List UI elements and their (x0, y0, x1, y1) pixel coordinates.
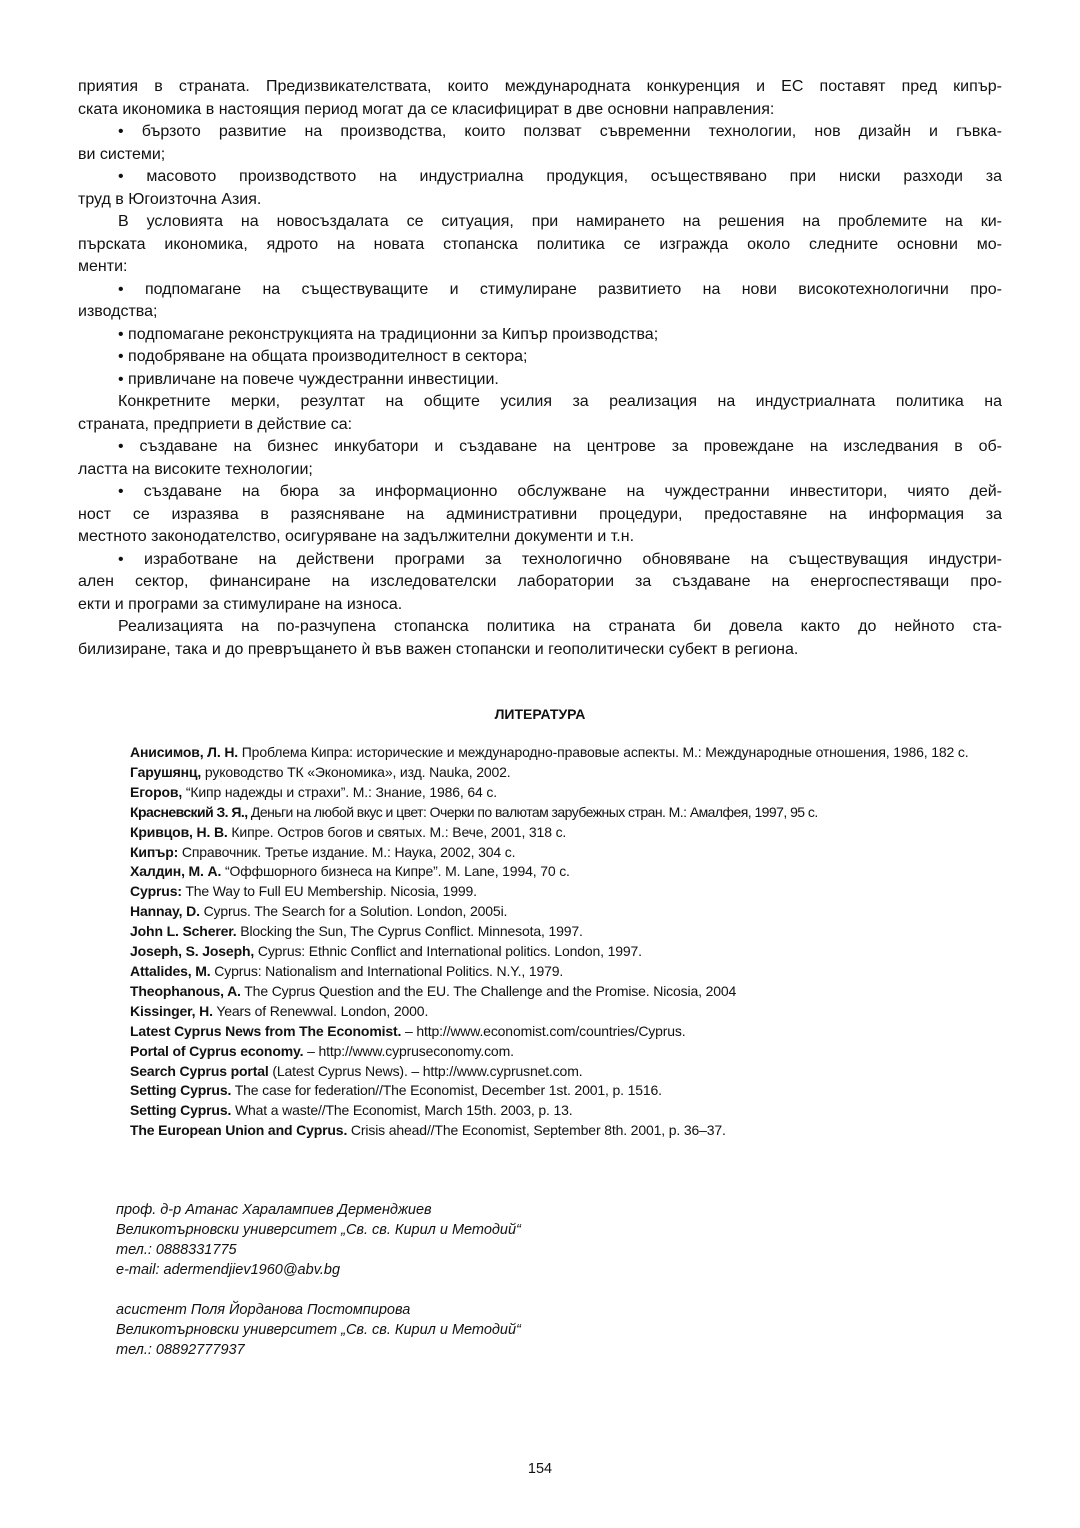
reference-text: The case for federation//The Economist, December 1st. 2001, p. 1516. (231, 1082, 662, 1099)
reference-author: Setting Cyprus. (130, 1082, 232, 1099)
paragraph-line: труд в Югоизточна Азия. (78, 190, 262, 208)
reference-text: Cyprus: Nationalism and International Politics. N.Y., 1979. (210, 962, 564, 979)
paragraph-line: • масовото производството на индустриална продукция, осъществявано при ниски разходи за (118, 168, 1002, 185)
reference-author: Joseph, S. Joseph, (130, 943, 255, 960)
reference-text: Кипре. Остров богов и святых. М.: Вече, 2001, 318 с. (227, 823, 567, 840)
paragraph-line: Реализацията на по-разчупена стопанска политика на страната би довела както до нейното ста- (118, 618, 1002, 635)
reference-item (78, 862, 1008, 882)
paragraph-line: страната, предприети в действие са: (78, 415, 353, 433)
reference-author: Search Cyprus portal (130, 1062, 269, 1079)
reference-text: Cyprus: Ethnic Conflict and International politics. London, 1997. (254, 943, 642, 960)
paragraph-line: менти: (78, 258, 128, 275)
paragraph (78, 391, 1002, 436)
reference-item (78, 1002, 1008, 1022)
paragraph-line: ластта на високите технологии; (78, 460, 313, 478)
paragraph-line: • изработване на действени програми за технологично обновяване на съществуващия индустри- (118, 550, 1002, 568)
reference-author: Халдин, М. А. (130, 863, 222, 880)
paragraph-line: ви системи; (78, 145, 166, 163)
reference-author: Kissinger, H. (130, 1002, 213, 1019)
reference-item (78, 1042, 1008, 1062)
page-number: 154 (527, 1461, 553, 1477)
reference-item (78, 882, 1008, 902)
reference-text: Проблема Кипра: исторические и международно-правовые аспекты. М.: Международные отношения, 1986, 182 с. (238, 744, 969, 760)
reference-author: Attalides, M. (130, 962, 211, 979)
spacer (116, 1280, 521, 1300)
paragraph-line: Конкретните мерки, резултат на общите усилия за реализация на индустриалната политика на (118, 393, 1002, 410)
reference-item (78, 1062, 1008, 1082)
reference-item (78, 982, 1008, 1002)
reference-item (78, 962, 1008, 982)
paragraph-line: билизиране, така и до превръщането ѝ във важен стопански и геополитически субект в региона. (78, 640, 799, 658)
reference-item (78, 1081, 1008, 1101)
paragraph (78, 549, 1002, 617)
paragraph-line: • създаване на бизнес инкубатори и създаване на центрове за провеждане на изследвания в об- (118, 438, 1002, 455)
reference-author: Portal of Cyprus economy. (130, 1042, 304, 1059)
reference-text: Crisis ahead//The Economist, September 8th. 2001, p. 36–37. (347, 1122, 726, 1139)
reference-text: Справочник. Третье издание. М.: Наука, 2002, 304 с. (178, 843, 516, 860)
author-line: тел.: 0888331775 (116, 1242, 237, 1258)
reference-text: “Оффшорного бизнеса на Кипре”. M. Lane, 1994, 70 с. (221, 863, 570, 880)
reference-text: (Latest Cyprus News). – http://www.cyprusnet.com. (268, 1062, 583, 1079)
paragraph-line: • създаване на бюра за информационно обслужване на чуждестранни инвеститори, чиято дей- (118, 483, 1002, 500)
reference-author: Красневский З. Я., (130, 803, 248, 820)
author-line: проф. д-р Атанас Харалампиев Дерменджиев (116, 1202, 432, 1218)
reference-author: John L. Scherer. (130, 923, 237, 940)
paragraph (78, 121, 1002, 166)
reference-text: What a waste//The Economist, March 15th. 2003, p. 13. (231, 1102, 573, 1119)
reference-item (78, 803, 1008, 823)
reference-text: Деньги на любой вкус и цвет: Очерки по валютам зарубежных стран. М.: Амалфея, 1997, 95 с. (247, 803, 818, 820)
paragraph-line: приятия в страната. Предизвикателствата, които международната конкуренция и ЕС поставят пред кипър- (78, 78, 1002, 95)
paragraph-line: изводства; (78, 303, 158, 320)
paragraph-line: ален сектор, финансиране на изследователски лаборатории за създаване на енергоспестяващи про- (78, 573, 1002, 590)
reference-text: The Cyprus Question and the EU. The Challenge and the Promise. Nicosia, 2004 (240, 982, 737, 999)
paragraph-line: • подобряване на общата производителност в сектора; (118, 348, 528, 365)
reference-item (78, 763, 1008, 783)
reference-item (78, 823, 1008, 843)
paragraph (78, 346, 1002, 369)
paragraph (78, 279, 1002, 324)
author-info (116, 1200, 521, 1360)
reference-item (78, 922, 1008, 942)
author-block (116, 1200, 521, 1280)
author-line: тел.: 08892777937 (116, 1342, 245, 1358)
paragraph-line: • подпомагане реконструкцията на традиционни за Кипър производства; (118, 325, 659, 343)
reference-author: Theophanous, A. (130, 982, 241, 999)
paragraph-line: пърската икономика, ядрото на новата стопанска политика се изгражда около следните основни мо- (78, 235, 1002, 253)
reference-author: The European Union and Cyprus. (130, 1122, 348, 1139)
reference-text: “Кипр надежды и страхи”. М.: Знание, 1986, 64 с. (182, 783, 497, 800)
paragraph-line: • бързото развитие на производства, които ползват съвременни технологии, нов дизайн и гъвка- (118, 123, 1002, 140)
author-line: Великотърновски университет „Св. св. Кирил и Методий“ (116, 1222, 521, 1238)
references-heading: ЛИТЕРАТУРА (494, 706, 586, 722)
reference-author: Latest Cyprus News from The Economist. (130, 1022, 402, 1039)
paragraph (78, 211, 1002, 279)
paragraph (78, 369, 1002, 392)
paragraph (78, 324, 1002, 347)
author-line: e-mail: adermendjiev1960@abv.bg (116, 1262, 341, 1278)
reference-item (78, 942, 1008, 962)
reference-text: Blocking the Sun, The Cyprus Conflict. Minnesota, 1997. (236, 923, 583, 940)
paragraph-line: екти и програми за стимулиране на износа. (78, 595, 403, 613)
reference-text: The Way to Full EU Membership. Nicosia, 1999. (181, 883, 477, 900)
reference-item (78, 1022, 1008, 1042)
reference-item (78, 1121, 1008, 1141)
reference-text: руководство ТК «Экономика», изд. Nauka, 2002. (201, 763, 511, 780)
reference-item (78, 1101, 1008, 1121)
author-line: асистент Поля Йорданова Постомпирова (116, 1302, 411, 1318)
reference-text: – http://www.economist.com/countries/Cyprus. (401, 1022, 686, 1039)
author-line: Великотърновски университет „Св. св. Кирил и Методий“ (116, 1322, 521, 1338)
paragraph-line: ската икономика в настоящия период могат да се класифицират в две основни направления: (78, 100, 775, 118)
author-block (116, 1300, 521, 1360)
paragraph (78, 166, 1002, 211)
reference-author: Setting Cyprus. (130, 1102, 232, 1119)
paragraph-line: ност се изразява в разясняване на административни процедури, предоставяне на информация за (78, 505, 1002, 523)
paragraph (78, 616, 1002, 661)
paragraph-line: местното законодателство, осигуряване на задължителни документи и т.н. (78, 528, 635, 545)
reference-author: Cyprus: (130, 883, 182, 900)
reference-text: – http://www.cypruseconomy.com. (303, 1042, 514, 1059)
reference-text: Years of Renewwal. London, 2000. (212, 1002, 429, 1019)
reference-author: Гарушянц, (130, 763, 202, 780)
paragraph (78, 436, 1002, 481)
paragraph-line: • подпомагане на съществуващите и стимулиране развитието на нови високотехнологични про- (118, 280, 1002, 298)
reference-item (78, 902, 1008, 922)
reference-item (78, 743, 1008, 763)
reference-item (78, 783, 1008, 803)
reference-author: Кривцов, Н. В. (130, 823, 228, 840)
paragraph-line: • привличане на повече чуждестранни инвестиции. (118, 370, 499, 388)
reference-author: Кипър: (130, 843, 179, 860)
reference-author: Hannay, D. (130, 903, 200, 920)
paragraph (78, 481, 1002, 549)
paragraph (78, 76, 1002, 121)
body-text (78, 76, 1002, 661)
references-list (78, 743, 1008, 1141)
reference-text: Cyprus. The Search for a Solution. London, 2005i. (199, 903, 508, 920)
reference-author: Анисимов, Л. Н. (130, 744, 239, 760)
reference-author: Егоров, (130, 783, 183, 800)
reference-item (78, 843, 1008, 863)
paragraph-line: В условията на новосъздалата се ситуация, при намирането на решения на проблемите на ки- (118, 213, 1002, 230)
